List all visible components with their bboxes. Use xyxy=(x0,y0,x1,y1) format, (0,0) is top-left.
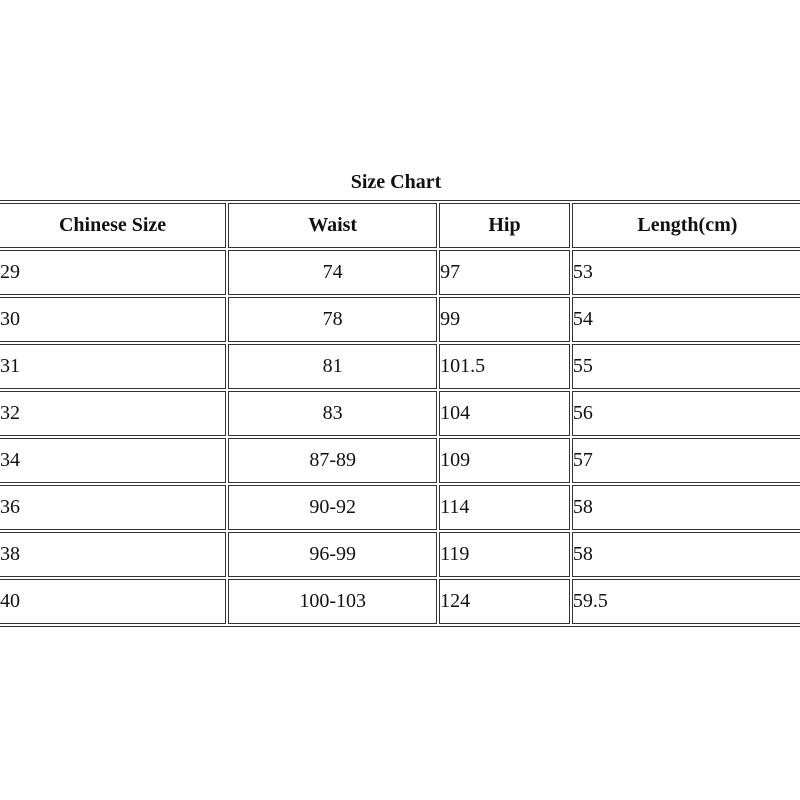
cell-chinese-size: 31 xyxy=(0,344,226,389)
cell-length: 58 xyxy=(572,485,800,530)
table-header-row xyxy=(0,203,800,248)
cell-hip: 104 xyxy=(439,391,570,436)
cell-waist: 83 xyxy=(228,391,437,436)
header-length: Length(cm) xyxy=(572,203,800,248)
table-row xyxy=(0,391,800,436)
size-chart-table xyxy=(0,200,800,627)
size-chart-title: Size Chart xyxy=(350,171,442,193)
table-row xyxy=(0,297,800,342)
cell-waist: 87-89 xyxy=(228,438,437,483)
cell-length: 54 xyxy=(572,297,800,342)
table-row xyxy=(0,532,800,577)
cell-hip: 119 xyxy=(439,532,570,577)
table-row xyxy=(0,579,800,624)
cell-waist: 90-92 xyxy=(228,485,437,530)
header-hip: Hip xyxy=(439,203,570,248)
table-row xyxy=(0,485,800,530)
cell-chinese-size: 32 xyxy=(0,391,226,436)
cell-chinese-size: 36 xyxy=(0,485,226,530)
cell-waist: 96-99 xyxy=(228,532,437,577)
cell-length: 59.5 xyxy=(572,579,800,624)
cell-hip: 99 xyxy=(439,297,570,342)
table-row xyxy=(0,344,800,389)
cell-length: 53 xyxy=(572,250,800,295)
header-chinese-size: Chinese Size xyxy=(0,203,226,248)
header-waist: Waist xyxy=(228,203,437,248)
cell-waist: 74 xyxy=(228,250,437,295)
cell-chinese-size: 40 xyxy=(0,579,226,624)
cell-hip: 101.5 xyxy=(439,344,570,389)
cell-waist: 100-103 xyxy=(228,579,437,624)
table-row xyxy=(0,250,800,295)
cell-hip: 97 xyxy=(439,250,570,295)
cell-hip: 109 xyxy=(439,438,570,483)
cell-length: 55 xyxy=(572,344,800,389)
cell-hip: 124 xyxy=(439,579,570,624)
cell-chinese-size: 38 xyxy=(0,532,226,577)
cell-chinese-size: 29 xyxy=(0,250,226,295)
cell-waist: 81 xyxy=(228,344,437,389)
table-row xyxy=(0,438,800,483)
cell-length: 57 xyxy=(572,438,800,483)
cell-chinese-size: 30 xyxy=(0,297,226,342)
cell-hip: 114 xyxy=(439,485,570,530)
cell-length: 56 xyxy=(572,391,800,436)
cell-waist: 78 xyxy=(228,297,437,342)
cell-chinese-size: 34 xyxy=(0,438,226,483)
cell-length: 58 xyxy=(572,532,800,577)
